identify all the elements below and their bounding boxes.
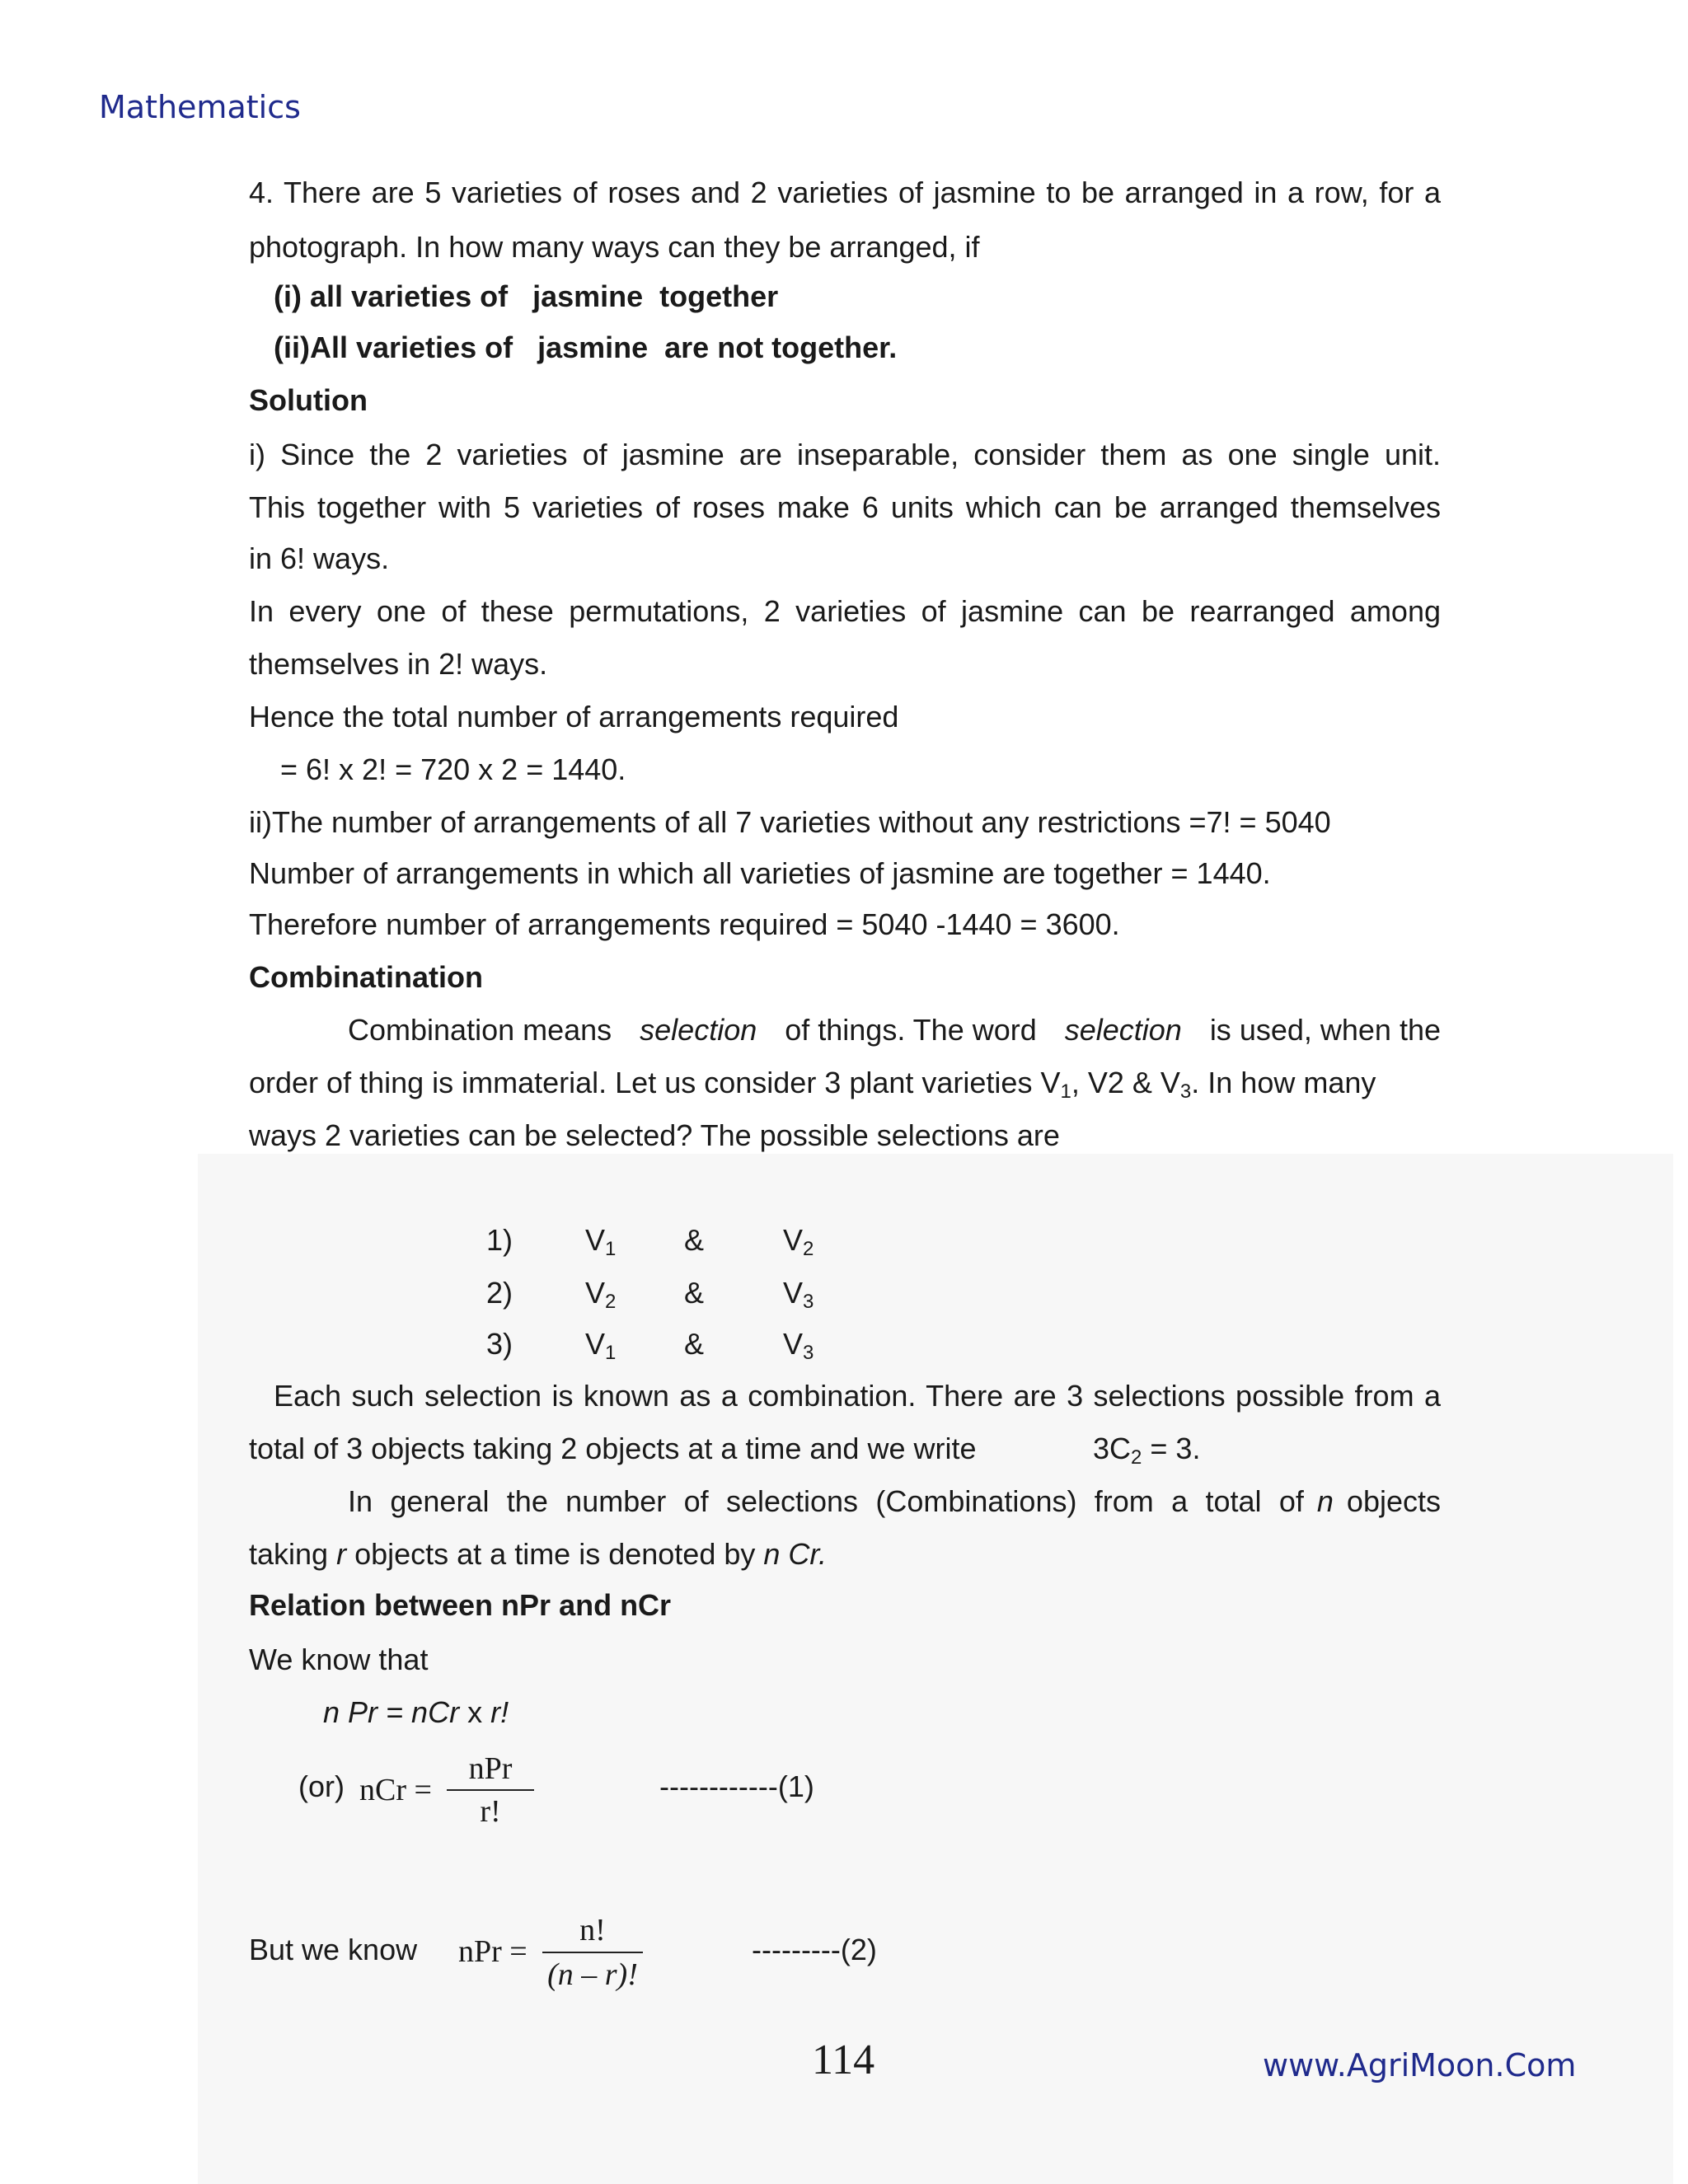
solution-line-4: In every one of these permutations, 2 varieties of jasmine can be rearranged among: [249, 594, 1441, 628]
selection-number: 3): [486, 1327, 513, 1361]
combination-paragraph-line-7: taking r objects at a time is denoted by n Cr.: [249, 1537, 828, 1571]
combination-text: of things. The word: [785, 1013, 1037, 1047]
formula-tag-2: ---------(2): [752, 1933, 877, 1966]
solution-line-1: i) Since the 2 varieties of jasmine are inseparable, consider them as one single unit.: [249, 438, 1441, 471]
selection-variety-b: $V_3$: [783, 1327, 814, 1364]
solution-line-2: This together with 5 varieties of roses make 6 units which can be arranged themselves: [249, 490, 1441, 524]
combination-text: order of thing is immaterial. Let us consider 3 plant varieties $V_1$, V2 & $V_3$. In how many: [249, 1066, 1376, 1103]
combination-paragraph-line-4: Each such selection is known as a combination. There are 3 selections possible from a: [274, 1379, 1441, 1413]
problem-part-ii: (ii)All varieties of jasmine are not together.: [274, 330, 898, 364]
relation-equation-1: n Pr = nCr x r!: [323, 1695, 509, 1729]
selection-variety-a: $V_1$: [585, 1223, 617, 1260]
combination-formula-3c2: $3C_2 = 3$.: [1093, 1432, 1201, 1469]
combination-text: Combination means: [348, 1013, 612, 1047]
selection-ampersand: &: [684, 1223, 705, 1257]
page-number: 114: [812, 2036, 875, 2083]
relation-or-label: (or): [298, 1769, 345, 1803]
selection-variety-a: $V_1$: [585, 1327, 617, 1364]
combination-heading: Combinatination: [249, 960, 483, 994]
combination-paragraph-line-2: [249, 1065, 1441, 1110]
footer-url-link[interactable]: www.AgriMoon.Com: [1263, 2047, 1577, 2083]
formula-npr: nPr = n! (n – r)!: [458, 1914, 656, 2004]
solution-line-10: Therefore number of arrangements required = 5040 -1440 = 3600.: [249, 907, 1120, 941]
solution-line-8: ii)The number of arrangements of all 7 varieties without any restrictions =7! = 5040: [249, 805, 1331, 839]
solution-line-6: Hence the total number of arrangements required: [249, 700, 899, 733]
selection-variety-b: $V_2$: [783, 1223, 814, 1260]
selection-number: 2): [486, 1276, 513, 1310]
problem-line-2: photograph. In how many ways can they be arranged, if: [249, 230, 980, 264]
formula-tag-1: ------------(1): [659, 1769, 814, 1803]
emphasis-selection: selection: [640, 1013, 757, 1047]
header-title: Mathematics: [99, 89, 301, 125]
selection-ampersand: &: [684, 1276, 705, 1310]
problem-part-i: (i) all varieties of jasmine together: [274, 279, 779, 313]
formula-ncr: nCr = nPr r!: [359, 1752, 524, 1835]
combination-paragraph-line-3: ways 2 varieties can be selected? The possible selections are: [249, 1118, 1060, 1152]
relation-heading: Relation between nPr and nCr: [249, 1588, 672, 1622]
combination-paragraph-line-5: total of 3 objects taking 2 objects at a time and we write: [249, 1432, 977, 1465]
problem-line-1: 4. There are 5 varieties of roses and 2 varieties of jasmine to be arranged in a row, for a: [249, 176, 1441, 209]
relation-we-know: We know that: [249, 1643, 429, 1676]
combination-paragraph-line-1: [348, 1012, 1441, 1048]
selection-ampersand: &: [684, 1327, 705, 1361]
selection-number: 1): [486, 1223, 513, 1257]
combination-paragraph-line-6: In general the number of selections (Combinations) from a total of n objects: [348, 1484, 1441, 1518]
relation-but-we-know: But we know: [249, 1933, 418, 1966]
solution-line-5: themselves in 2! ways.: [249, 647, 548, 681]
selection-variety-a: $V_2$: [585, 1276, 617, 1313]
emphasis-selection: selection: [1064, 1013, 1182, 1047]
selection-variety-b: $V_3$: [783, 1276, 814, 1313]
solution-line-3: in 6! ways.: [249, 541, 390, 575]
solution-line-7: = 6! x 2! = 720 x 2 = 1440.: [280, 752, 626, 786]
combination-text: is used, when the: [1209, 1013, 1441, 1047]
solution-heading: Solution: [249, 383, 368, 417]
solution-line-9: Number of arrangements in which all varieties of jasmine are together = 1440.: [249, 856, 1271, 890]
